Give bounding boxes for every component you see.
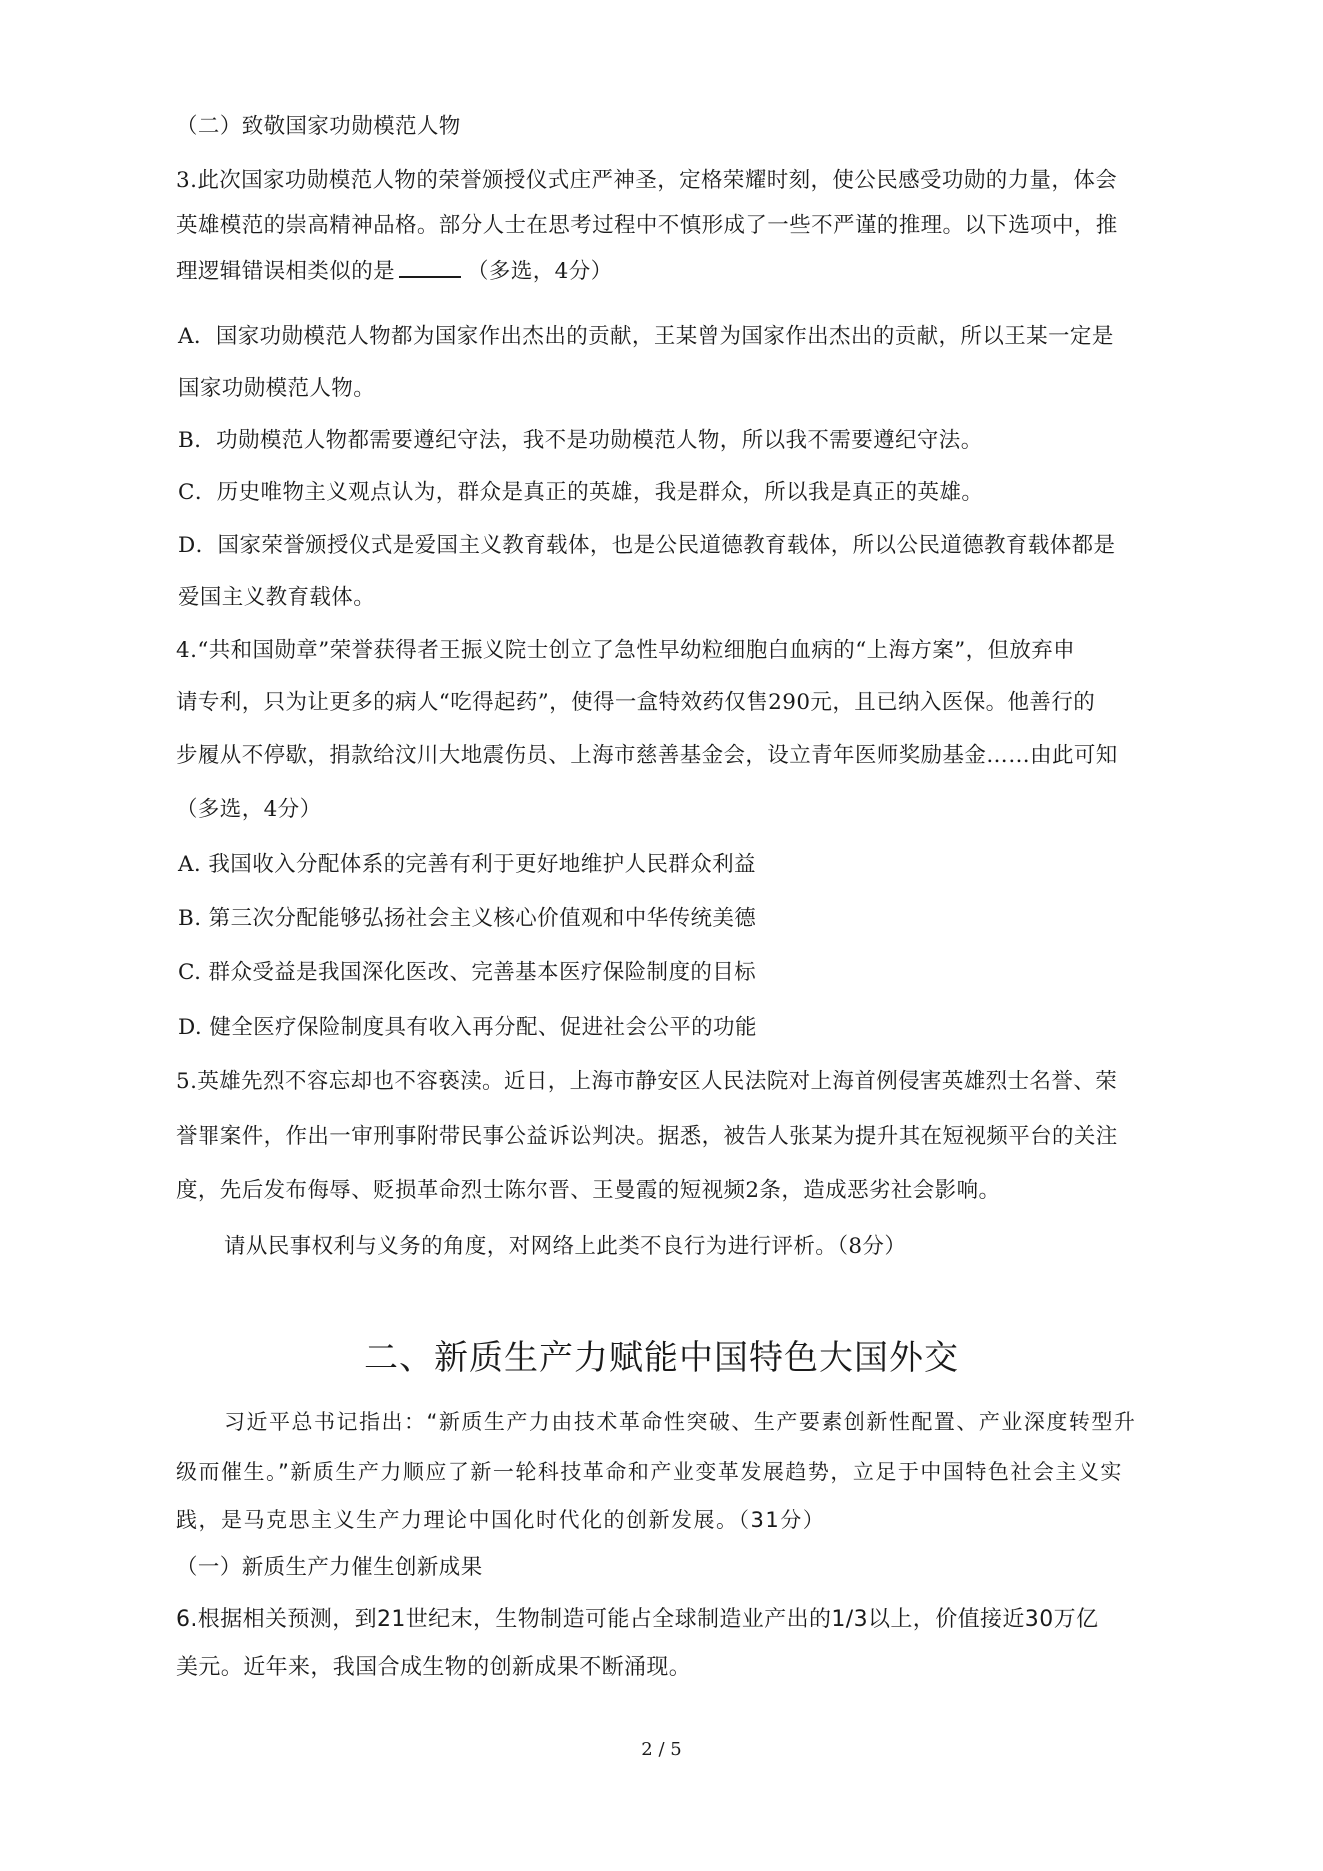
q3-option-c: C．历史唯物主义观点认为，群众是真正的英雄，我是群众，所以我是真正的英雄。 — [178, 480, 984, 505]
q3-stem-line-3 — [176, 256, 613, 287]
q4-stem-line-3: 步履从不停歇，捐款给汶川大地震伤员、上海市慈善基金会，设立青年医师奖励基金……由此可知 — [176, 743, 1118, 768]
q3-option-d-line-2: 爱国主义教育载体。 — [178, 585, 376, 610]
section-heading-honor-models: （二）致敬国家功勋模范人物 — [176, 114, 461, 139]
q3-stem-line-1: 3.此次国家功勋模范人物的荣誉颁授仪式庄严神圣，定格荣耀时刻，使公民感受功勋的力量，体会 — [176, 168, 1118, 193]
answer-blank — [399, 256, 461, 278]
q4-option-c: C. 群众受益是我国深化医改、完善基本医疗保险制度的目标 — [178, 960, 757, 985]
intro-line-1: 习近平总书记指出：“新质生产力由技术革命性突破、生产要素创新性配置、产业深度转型升 — [224, 1410, 1137, 1434]
q6-stem-line-2: 美元。近年来，我国合成生物的创新成果不断涌现。 — [176, 1655, 692, 1680]
intro-line-3: 践，是马克思主义生产力理论中国化时代化的创新发展。（31分） — [176, 1508, 826, 1532]
q4-stem-line-1: 4.“共和国勋章”荣誉获得者王振义院士创立了急性早幼粒细胞白血病的“上海方案”，但放弃申 — [176, 638, 1076, 663]
q3-option-a-line-2: 国家功勋模范人物。 — [178, 376, 376, 401]
q3-option-a-line-1: A．国家功勋模范人物都为国家作出杰出的贡献，王某曾为国家作出杰出的贡献，所以王某一定是 — [178, 324, 1114, 349]
q3-option-d-line-1: D．国家荣誉颁授仪式是爱国主义教育载体，也是公民道德教育载体，所以公民道德教育载体都是 — [178, 533, 1116, 558]
q3-stem-suffix: （多选，4分） — [467, 259, 613, 284]
q4-option-a: A. 我国收入分配体系的完善有利于更好地维护人民群众利益 — [178, 852, 756, 877]
page-number: 2 / 5 — [641, 1739, 682, 1760]
q4-option-d: D. 健全医疗保险制度具有收入再分配、促进社会公平的功能 — [178, 1015, 757, 1040]
q5-stem-line-1: 5.英雄先烈不容忘却也不容亵渎。近日，上海市静安区人民法院对上海首例侵害英雄烈士名誉、荣 — [176, 1069, 1118, 1094]
q3-stem-prefix: 理逻辑错误相类似的是 — [176, 259, 396, 284]
q4-option-b: B. 第三次分配能够弘扬社会主义核心价值观和中华传统美德 — [178, 906, 757, 931]
q5-stem-line-3: 度，先后发布侮辱、贬损革命烈士陈尔晋、王曼霞的短视频2条，造成恶劣社会影响。 — [176, 1178, 1001, 1203]
section-2-title: 二、新质生产力赋能中国特色大国外交 — [364, 1338, 959, 1378]
q5-prompt: 请从民事权利与义务的角度，对网络上此类不良行为进行评析。（8分） — [224, 1234, 907, 1259]
q4-stem-line-2: 请专利，只为让更多的病人“吃得起药”，使得一盒特效药仅售290元，且已纳入医保。他善行的 — [176, 690, 1096, 715]
section-heading-innovation: （一）新质生产力催生创新成果 — [176, 1555, 483, 1580]
q3-stem-line-2: 英雄模范的崇高精神品格。部分人士在思考过程中不慎形成了一些不严谨的推理。以下选项中，推 — [176, 213, 1118, 238]
q6-stem-line-1: 6.根据相关预测，到21世纪末，生物制造可能占全球制造业产出的1/3以上，价值接近30万亿 — [176, 1607, 1099, 1632]
q3-option-b: B．功勋模范人物都需要遵纪守法，我不是功勋模范人物，所以我不需要遵纪守法。 — [178, 428, 983, 453]
q5-stem-line-2: 誉罪案件，作出一审刑事附带民事公益诉讼判决。据悉，被告人张某为提升其在短视频平台的关注 — [176, 1124, 1118, 1149]
intro-line-2: 级而催生。”新质生产力顺应了新一轮科技革命和产业变革发展趋势，立足于中国特色社会主义实 — [176, 1460, 1123, 1484]
q4-stem-line-4: （多选，4分） — [176, 797, 322, 822]
